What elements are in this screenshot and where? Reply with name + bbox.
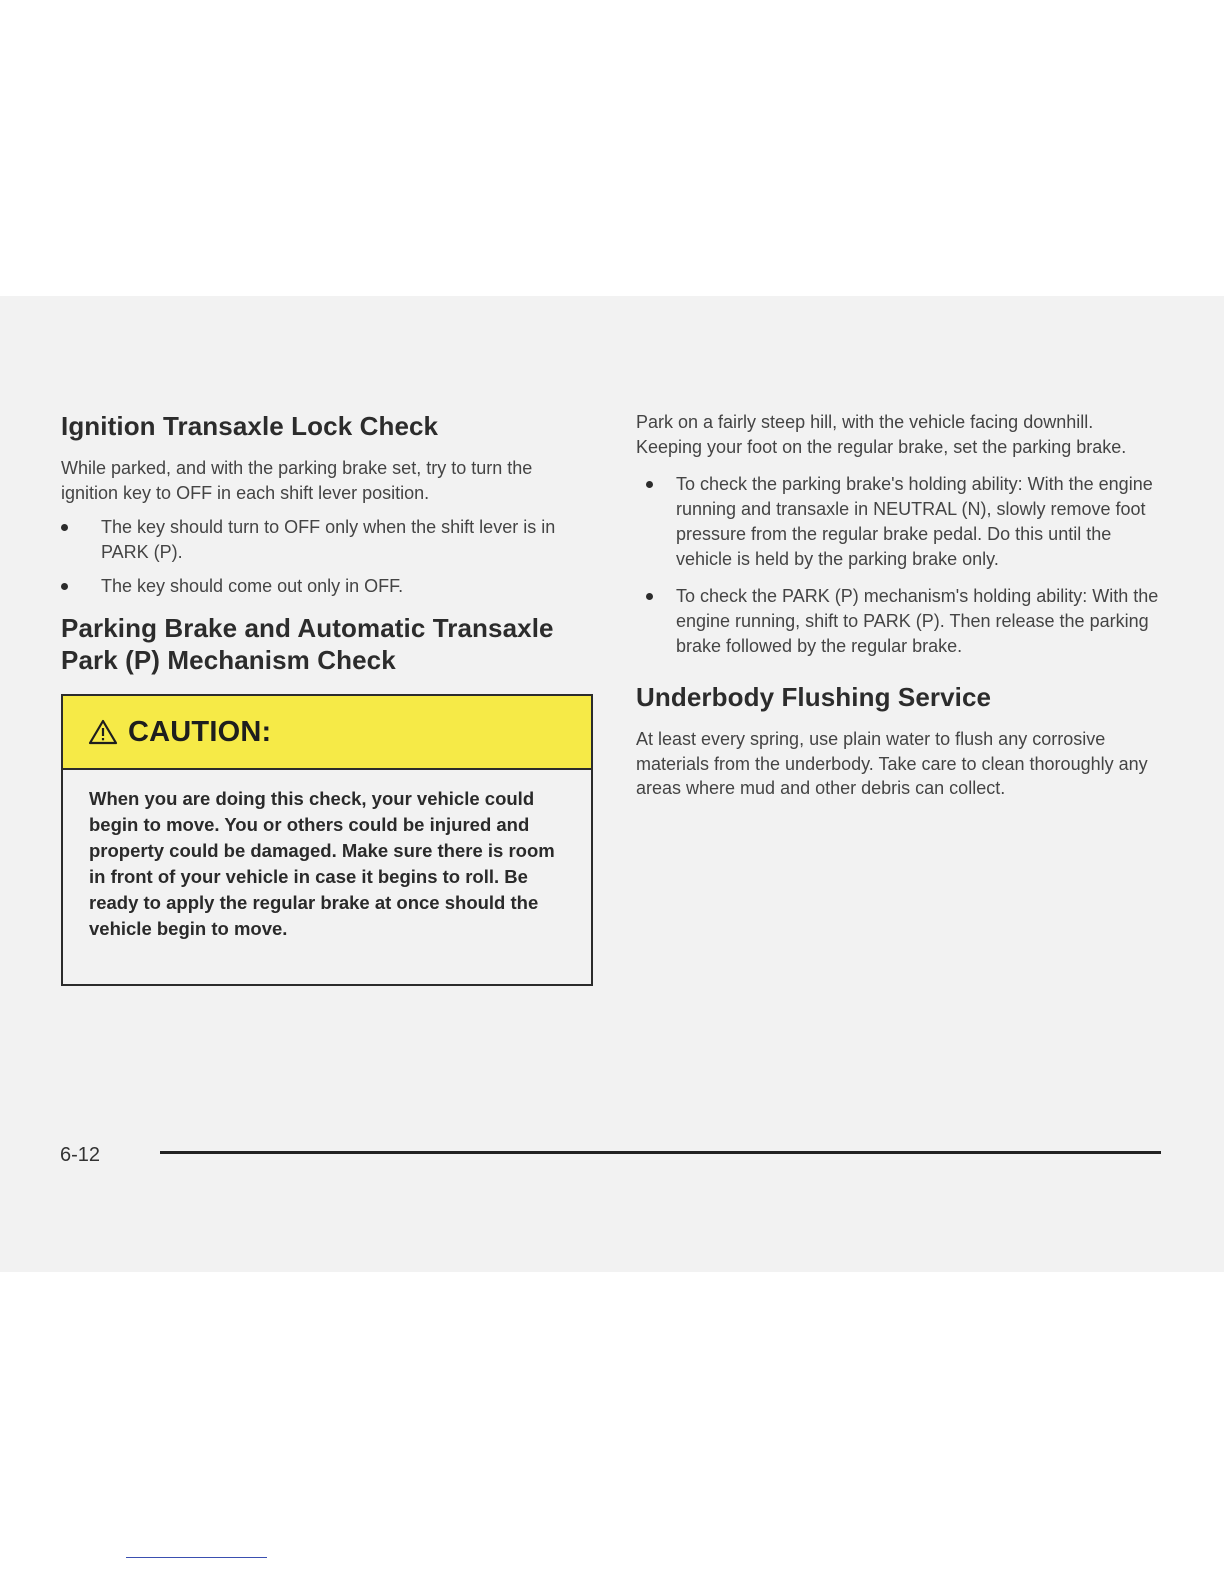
heading-ignition-lock-check: Ignition Transaxle Lock Check xyxy=(61,411,439,441)
parking-brake-intro-text: Park on a fairly steep hill, with the vehicle facing downhill. Keeping your foot on the regular brake, set the parking brake. xyxy=(636,412,1127,457)
list-item: The key should turn to OFF only when the shift lever is in PARK (P). xyxy=(61,515,593,565)
footer-rule xyxy=(160,1151,1161,1154)
heading-underbody-flushing: Underbody Flushing Service xyxy=(636,682,992,712)
list-item: The key should come out only in OFF. xyxy=(61,574,593,599)
bottom-link-rule xyxy=(126,1557,267,1558)
bullet-icon xyxy=(61,524,68,531)
bullet-icon xyxy=(61,583,68,590)
parking-brake-bullet-list xyxy=(636,472,1164,659)
warning-triangle-icon xyxy=(88,719,118,745)
bullet-icon xyxy=(646,593,653,600)
caution-box xyxy=(61,694,593,986)
bullet-icon xyxy=(646,481,653,488)
underbody-flushing-text: At least every spring, use plain water to flush any corrosive materials from the underbody. Take care to clean thoroughly any areas where mud and other debris can collect. xyxy=(636,729,1148,798)
caution-title: CAUTION: xyxy=(128,715,272,748)
caution-body-text: When you are doing this check, your vehicle could begin to move. You or others could be injured and property could be damaged. Make sure there is room in front of your vehicle in case it begins to roll. Be ready to apply the regular brake at once should the vehicle begin to move. xyxy=(89,788,555,939)
right-column xyxy=(636,410,1164,801)
ignition-bullet-list xyxy=(61,515,593,599)
left-column xyxy=(61,410,593,676)
heading-parking-brake-check: Parking Brake and Automatic Transaxle Park (P) Mechanism Check xyxy=(61,613,554,675)
list-item: To check the PARK (P) mechanism's holding ability: With the engine running, shift to PARK (P). Then release the parking brake followed by the regular brake. xyxy=(646,584,1164,659)
list-item: To check the parking brake's holding ability: With the engine running and transaxle in NEUTRAL (N), slowly remove foot pressure from the regular brake pedal. Do this until the vehicle is held by the parking brake only. xyxy=(646,472,1164,572)
caution-banner xyxy=(63,696,591,770)
page-number: 6-12 xyxy=(60,1144,101,1166)
ignition-intro-text: While parked, and with the parking brake set, try to turn the ignition key to OFF in each shift lever position. xyxy=(61,458,533,503)
